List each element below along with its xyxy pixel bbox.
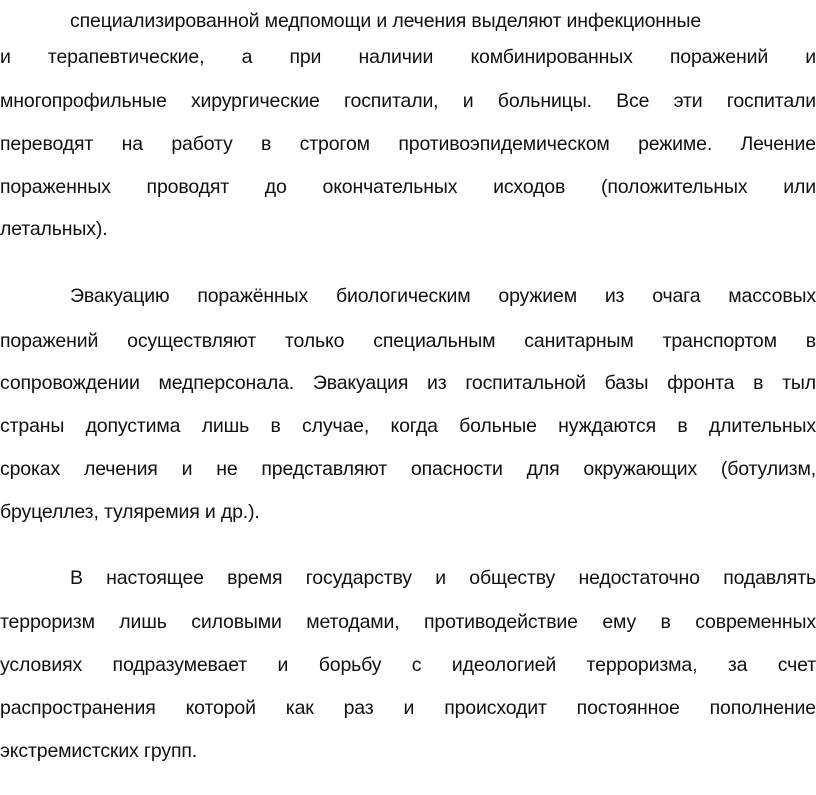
paragraph-1-line-6: летальных). (0, 218, 108, 240)
paragraph-2-line-2: поражений осуществляют только специальным санитарным транспортом в (0, 330, 816, 352)
paragraph-2-line-4: страны допустима лишь в случае, когда больные нуждаются в длительных (0, 415, 816, 437)
paragraph-1-line-2: и терапевтические, а при наличии комбинированных поражений и (0, 46, 816, 68)
paragraph-1-line-4: переводят на работу в строгом противоэпидемическом режиме. Лечение (0, 133, 816, 155)
paragraph-2-line-5: сроках лечения и не представляют опасности для окружающих (ботулизм, (0, 458, 816, 480)
paragraph-1-line-1: специализированной медпомощи и лечения выделяют инфекционные (70, 10, 702, 32)
paragraph-3-line-4: распространения которой как раз и происходит постоянное пополнение (0, 697, 816, 719)
paragraph-3-line-5: экстремистских групп. (0, 740, 198, 762)
paragraph-3-line-3: условиях подразумевает и борьбу с идеологией терроризма, за счет (0, 654, 816, 676)
paragraph-2-line-6: бруцеллез, туляремия и др.). (0, 501, 260, 523)
paragraph-3-line-1: В настоящее время государству и обществу недостаточно подавлять (70, 567, 816, 589)
paragraph-1-line-5: пораженных проводят до окончательных исходов (положительных или (0, 176, 816, 198)
paragraph-1-line-3: многопрофильные хирургические госпитали, и больницы. Все эти госпитали (0, 90, 816, 112)
paragraph-3-line-2: терроризм лишь силовыми методами, противодействие ему в современных (0, 611, 816, 633)
paragraph-2-line-1: Эвакуацию поражённых биологическим оружием из очага массовых (70, 285, 816, 307)
paragraph-2-line-3: сопровождении медперсонала. Эвакуация из госпитальной базы фронта в тыл (0, 372, 816, 394)
